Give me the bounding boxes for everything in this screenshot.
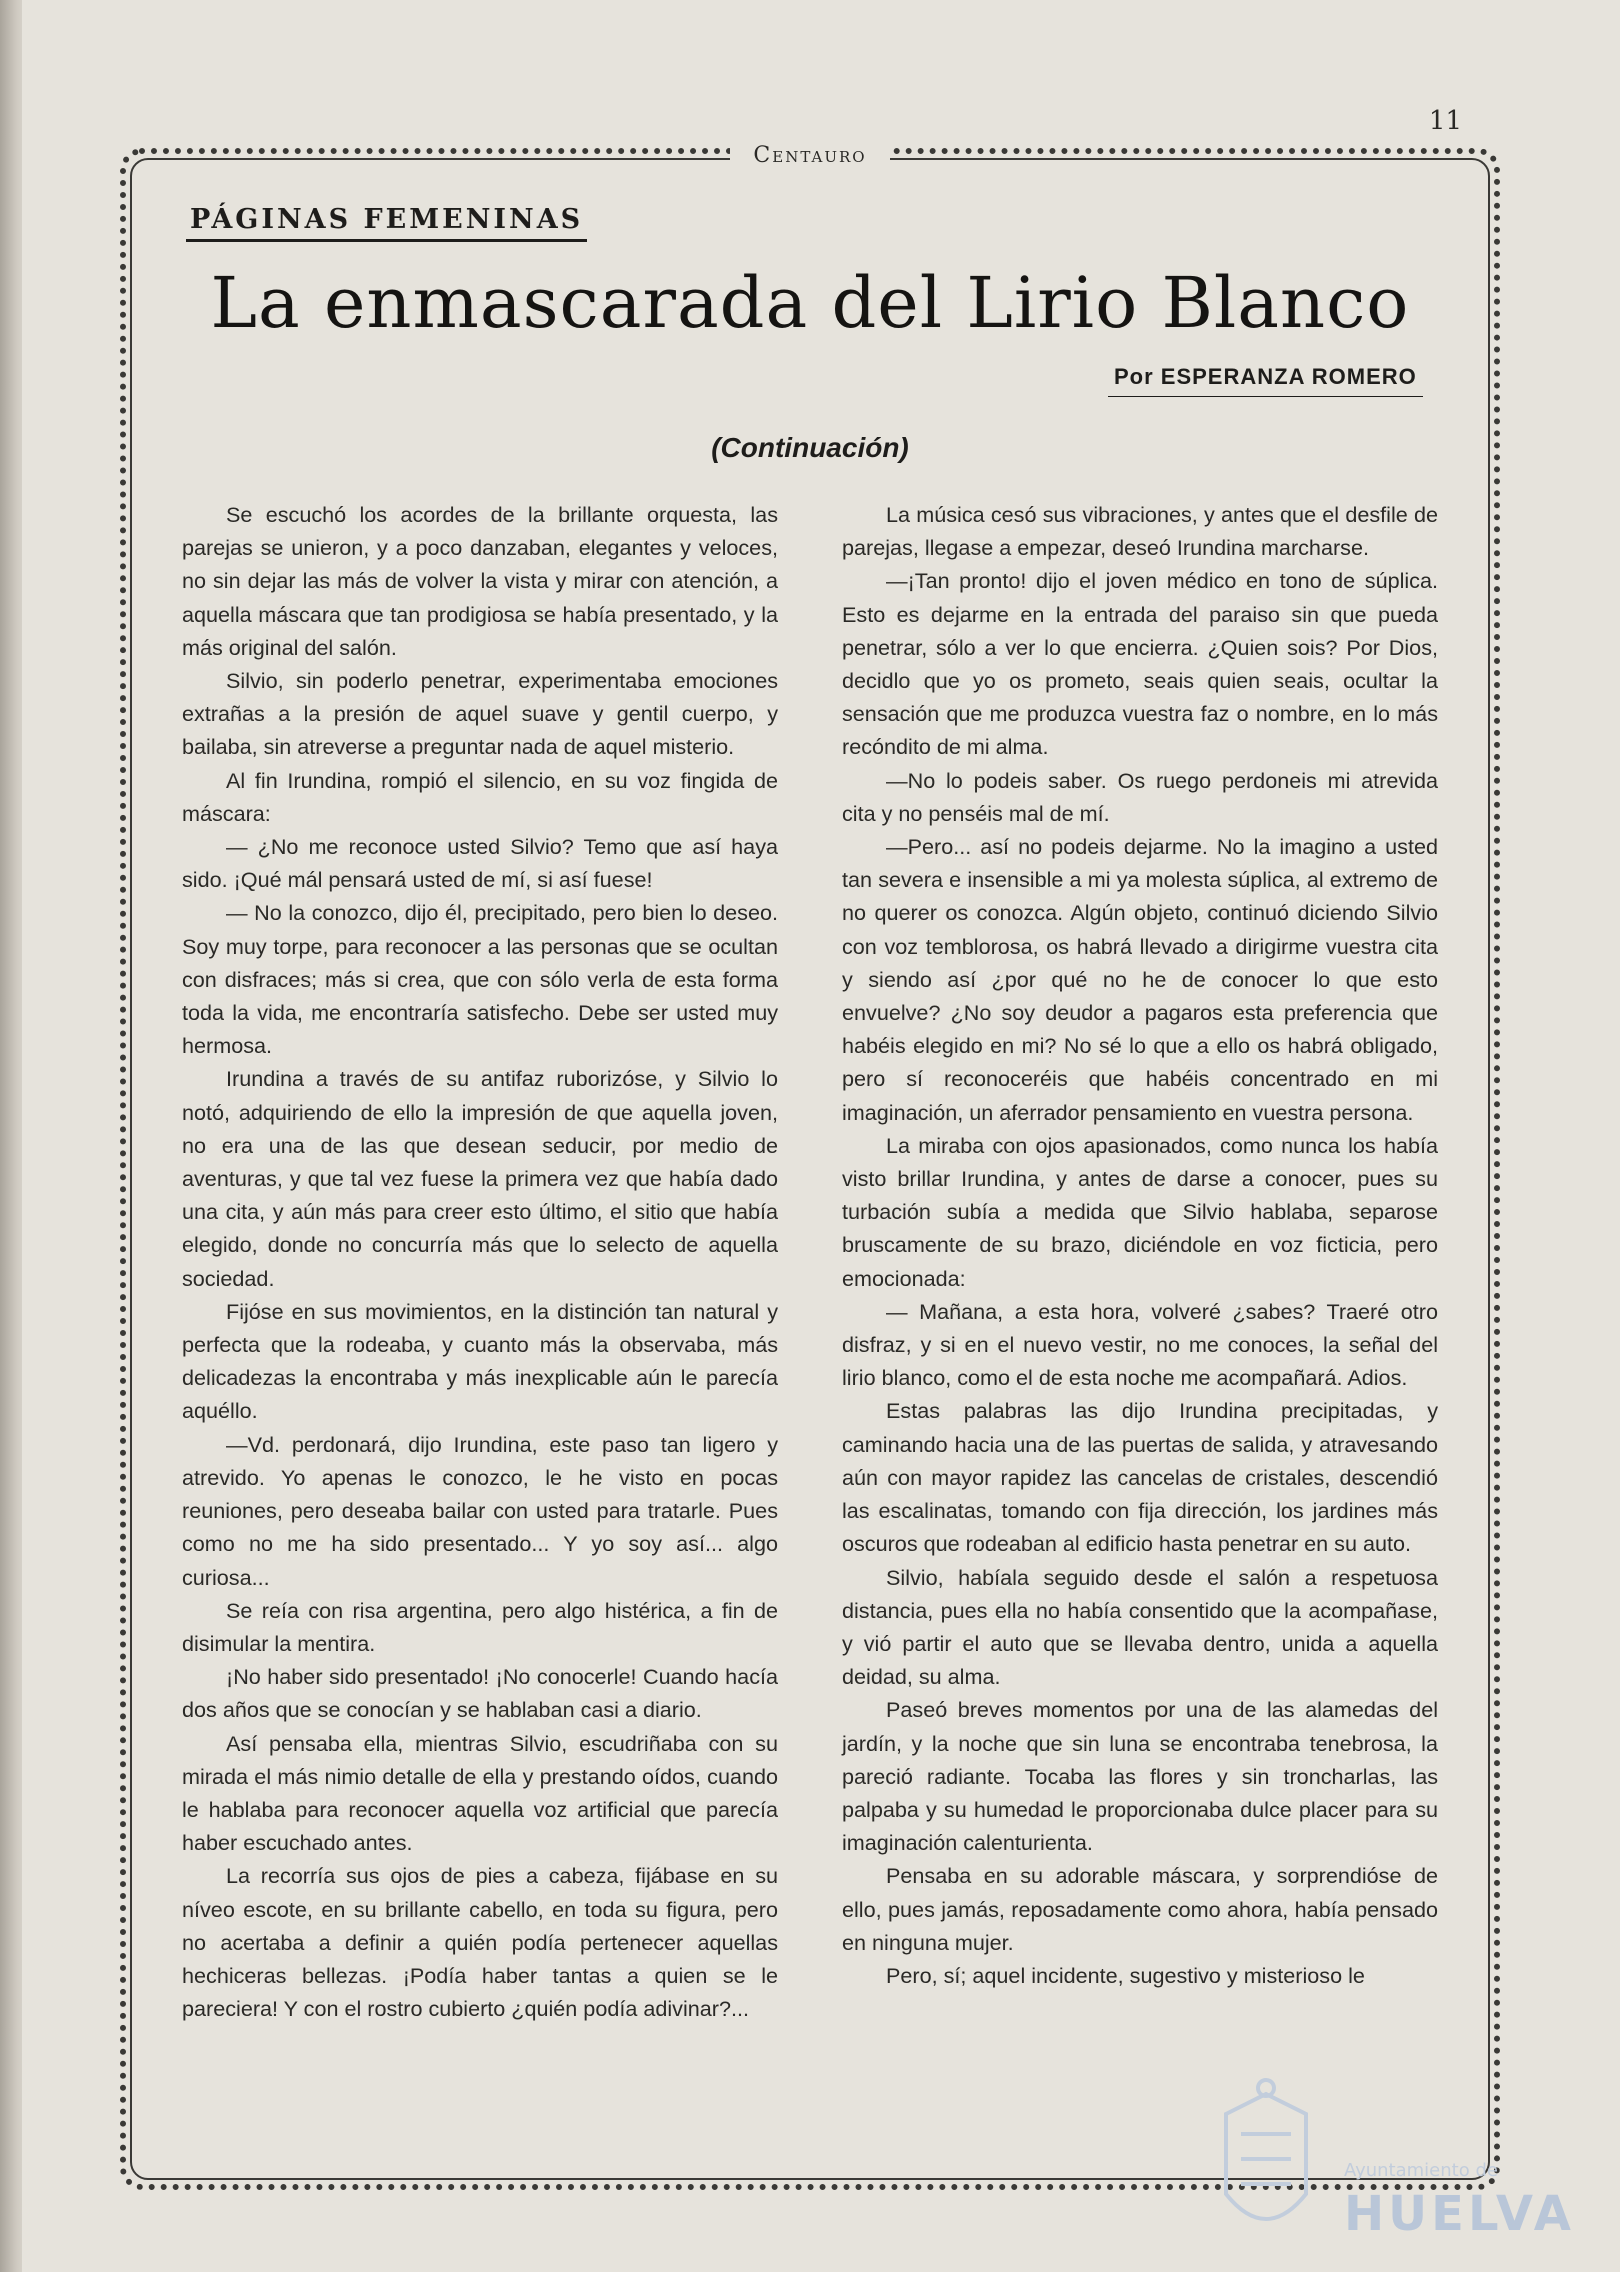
paragraph: Silvio, sin poderlo penetrar, experimentaba emociones extrañas a la presión de aquel suave y gentil cuerpo, y bailaba, sin atreverse a preguntar nada de aquel misterio. (182, 668, 778, 760)
paragraph: —¡Tan pronto! dijo el joven médico en tono de súplica. Esto es dejarme en la entrada del paraiso sin que pueda penetrar, sólo a ver lo que encierra. ¿Quien sois? Por Dios, decidlo que yo os prometo, seais quien seais, ocultar la sensación que me produzca vuestra faz o nombre, en lo más recóndito de mi alma. (842, 568, 1438, 760)
paragraph: Paseó breves momentos por una de las alamedas del jardín, y la noche que sin luna se encontraba tenebrosa, la pareció radiante. Tocaba las flores y sin troncharlas, las palpaba y su humedad le proporcionaba dulce placer para su imaginación calenturienta. (842, 1697, 1438, 1856)
watermark-subtext: Ayuntamiento de (1344, 2160, 1498, 2181)
paragraph: La miraba con ojos apasionados, como nunca los había visto brillar Irundina, y antes de darse a conocer, pues su turbación subía a medida que Silvio hablaba, separose bruscamente de su brazo, diciéndole en voz ficticia, pero emocionada: (842, 1132, 1438, 1291)
paragraph: Así pensaba ella, mientras Silvio, escudriñaba con su mirada el más nimio detalle de ella y prestando oídos, cuando le hablaba para reconocer aquella voz artificial que parecía haber escuchado antes. (182, 1730, 778, 1856)
paragraph: Estas palabras las dijo Irundina precipitadas, y caminando hacia una de las puertas de salida, y atravesando aún con mayor rapidez las cancelas de cristales, descendió las escalinatas, tomando con fija dirección, los jardines más oscuros que rodeaban al edificio hasta penetrar en su auto. (842, 1398, 1438, 1557)
paragraph: Pero, sí; aquel incidente, sugestivo y misterioso le (886, 1962, 1365, 1988)
right-column (842, 498, 1438, 1992)
paragraph: Irundina a través de su antifaz ruborizóse, y Silvio lo notó, adquiriendo de ello la impresión de que aquella joven, no era una de las que desean seducir, por medio de aventuras, y que tal vez fuese la primera vez que había dado una cita, y aún más para creer esto último, el sitio que había elegido, donde no concurría más que lo selecto de aquella sociedad. (182, 1066, 778, 1291)
article-title: La enmascarada del Lirio Blanco (210, 262, 1410, 344)
paragraph: Silvio, habíala seguido desde el salón a respetuosa distancia, pues ella no había consentido que la acompañase, y vió partir el auto que se llevaba dentro, unida a aquella deidad, su alma. (842, 1564, 1438, 1690)
paragraph: — Mañana, a esta hora, volveré ¿sabes? Traeré otro disfraz, y si en el nuevo vestir, no me conoces, la señal del lirio blanco, como el de esta noche me acompañará. Adios. (842, 1298, 1438, 1391)
paragraph: — No la conozco, dijo él, precipitado, pero bien lo deseo. Soy muy torpe, para reconocer a las personas que se ocultan con disfraces; más si crea, que con sólo verla de esta forma toda la vida, me encontraría satisfecho. Debe ser usted muy hermosa. (182, 900, 778, 1059)
paragraph: —Pero... así no podeis dejarme. No la imagino a usted tan severa e insensible a mi ya molesta súplica, al extremo de no querer os conozca. Algún objeto, continuó diciendo Silvio con voz temblorosa, os habrá llevado a dirigirme vuestra cita y siendo así ¿por qué no he de conocer lo que esto envuelve? ¿No soy deudor a pagaros esta preferencia que habéis elegido en mi? No sé lo que a ello os habrá obligado, pero sí reconoceréis que habéis concentrado en mi imaginación, un aferrador pensamiento en vuestra persona. (842, 834, 1438, 1125)
paragraph: Se escuchó los acordes de la brillante orquesta, las parejas se unieron, y a poco danzaban, elegantes y veloces, no sin dejar las más de volver la vista y mirar con atención, a aquella máscara que tan prodigiosa se había presentado, y la más original del salón. (182, 502, 778, 660)
paragraph: ¡No haber sido presentado! ¡No conocerle! Cuando hacía dos años que se conocían y se hablaban casi a diario. (182, 1664, 778, 1723)
paragraph: Se reía con risa argentina, pero algo histérica, a fin de disimular la mentira. (182, 1597, 778, 1656)
byline: Por ESPERANZA ROMERO (1108, 364, 1423, 397)
article-subtitle: (Continuación) (711, 432, 909, 463)
watermark-text: HUELVA (1344, 2186, 1575, 2242)
paragraph: —No lo podeis saber. Os ruego perdoneis mi atrevida cita y no penséis mal de mí. (842, 767, 1438, 826)
page-number: 11 (1428, 106, 1462, 136)
paragraph: Fijóse en sus movimientos, en la distinción tan natural y perfecta que la rodeaba, y cuanto más la observaba, más delicadezas la encontraba y más inexplicable aún le parecía aquéllo. (182, 1298, 778, 1424)
paragraph: La música cesó sus vibraciones, y antes que el desfile de parejas, llegase a empezar, deseó Irundina marcharse. (842, 502, 1438, 561)
left-column (182, 498, 778, 2025)
masthead: Centauro (730, 136, 890, 176)
paragraph: — ¿No me reconoce usted Silvio? Temo que así haya sido. ¡Qué mál pensará usted de mí, si así fuese! (182, 834, 778, 893)
paragraph: Pensaba en su adorable máscara, y sorprendióse de ello, pues jamás, reposadamente como ahora, había pensado en ninguna mujer. (842, 1863, 1438, 1955)
paragraph: Al fin Irundina, rompió el silencio, en su voz fingida de máscara: (182, 767, 778, 826)
paragraph: —Vd. perdonará, dijo Irundina, este paso tan ligero y atrevido. Yo apenas le conozco, le he visto en pocas reuniones, pero deseaba bailar con usted para tratarle. Pues como no me ha sido presentado... Y yo soy así... algo curiosa... (182, 1431, 778, 1590)
paragraph: La recorría sus ojos de pies a cabeza, fijábase en su níveo escote, en su brillante cabello, en toda su figura, pero no acertaba a definir a quién podía pertenecer aquellas hechiceras bellezas. ¡Podía haber tantas a quien se le pareciera! Y con el rostro cubierto ¿quién podía adivinar?... (182, 1863, 778, 2022)
section-label: PÁGINAS FEMENINAS (186, 204, 587, 242)
